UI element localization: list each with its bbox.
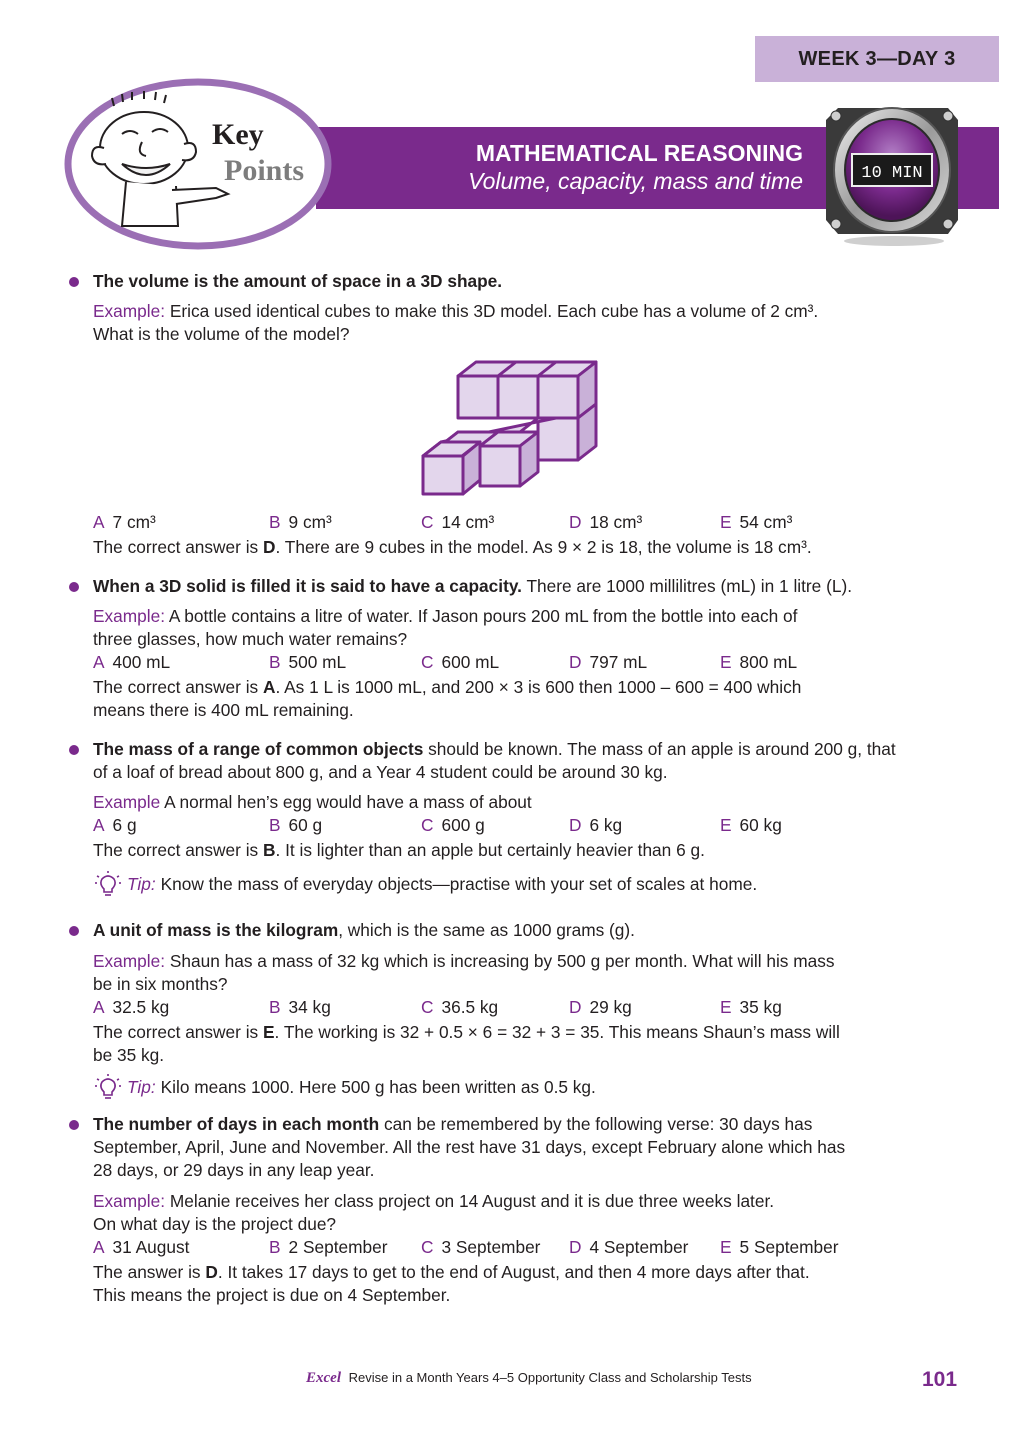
option-text: 18 cm³ — [589, 512, 643, 532]
key-point-kilogram — [93, 919, 963, 942]
option-text: 54 cm³ — [739, 512, 793, 532]
page-number: 101 — [922, 1368, 958, 1391]
key-points-word-points: Points — [224, 154, 305, 187]
answer-explanation-line2: be 35 kg. — [93, 1045, 165, 1065]
key-points-word-key: Key — [212, 118, 264, 151]
option-letter: A — [93, 815, 105, 835]
option-letter: C — [421, 652, 434, 672]
example-question: Erica used identical cubes to make this 3D model. Each cube has a volume of 2 cm³. — [165, 301, 819, 321]
key-point-heading: The mass of a range of common objects — [93, 739, 424, 759]
answer-explanation — [93, 1261, 963, 1284]
option-e — [720, 814, 782, 837]
example-text — [93, 791, 963, 814]
answer-explanation — [93, 676, 963, 699]
tip-text: Know the mass of everyday objects—practise with your set of scales at home. — [160, 873, 758, 894]
week-day-badge — [755, 36, 999, 82]
example-label: Example: — [93, 951, 166, 971]
option-text: 400 mL — [112, 652, 171, 672]
option-letter: B — [269, 1237, 281, 1257]
option-text: 60 kg — [739, 815, 782, 835]
timer-label: 10 MIN — [861, 164, 923, 183]
option-c — [421, 651, 499, 674]
option-b — [269, 511, 332, 534]
option-b — [269, 1236, 387, 1259]
section-subtitle: Volume, capacity, mass and time — [468, 168, 803, 194]
option-letter: B — [269, 815, 281, 835]
text-segment: should be known. The mass of an apple is around 200 g, that — [423, 739, 896, 759]
example-text — [93, 1190, 963, 1213]
example-text-line2: three glasses, how much water remains? — [93, 629, 408, 649]
text-segment: A normal hen’s egg would have a mass of about — [160, 792, 532, 812]
example-text — [93, 605, 963, 628]
key-point-volume — [93, 270, 963, 293]
option-letter: D — [569, 652, 582, 672]
option-text: 3 September — [441, 1237, 541, 1257]
answer-letter: E — [263, 1022, 275, 1042]
tip — [93, 1073, 596, 1101]
option-e — [720, 651, 797, 674]
option-a — [93, 511, 156, 534]
key-point-line2: September, April, June and November. All the rest have 31 days, except February alone which has — [93, 1137, 846, 1157]
option-a — [93, 651, 170, 674]
option-letter: C — [421, 997, 434, 1017]
option-text: 5 September — [739, 1237, 839, 1257]
example-text-line2: be in six months? — [93, 974, 228, 994]
tip-label: Tip: — [127, 1076, 156, 1097]
option-d — [569, 996, 632, 1019]
text-segment: . The working is 32 + 0.5 × 6 = 32 + 3 = 35. This means Shaun’s mass will — [274, 1022, 840, 1042]
key-point-heading: When a 3D solid is filled it is said to have a capacity. — [93, 576, 522, 596]
book-title: Revise in a Month Years 4–5 Opportunity Class and Scholarship Tests — [348, 1370, 752, 1385]
option-d — [569, 511, 642, 534]
answer-letter: D — [205, 1262, 218, 1282]
text-segment: The answer is — [93, 1262, 206, 1282]
text-segment: Shaun has a mass of 32 kg which is increasing by 500 g per month. What will his mass — [165, 951, 835, 971]
text-segment: The correct answer is — [93, 840, 263, 860]
key-point-line2: of a loaf of bread about 800 g, and a Year 4 student could be around 30 kg. — [93, 762, 668, 782]
option-text: 60 g — [288, 815, 323, 835]
text-segment: . It takes 17 days to get to the end of August, and then 4 more days after that. — [217, 1262, 810, 1282]
answer-letter: D — [263, 537, 276, 557]
page-footer — [306, 1370, 752, 1387]
option-d — [569, 651, 647, 674]
option-text: 797 mL — [589, 652, 648, 672]
example-text — [93, 950, 963, 973]
option-letter: D — [569, 512, 582, 532]
option-text: 7 cm³ — [112, 512, 156, 532]
text-segment: . There are 9 cubes in the model. As 9 × 2 is 18, the volume is 18 cm³. — [275, 537, 812, 557]
option-a — [93, 1236, 189, 1259]
option-letter: C — [421, 512, 434, 532]
section-title: MATHEMATICAL REASONING — [475, 140, 803, 166]
option-letter: A — [93, 512, 105, 532]
key-point-line3: 28 days, or 29 days in any leap year. — [93, 1160, 375, 1180]
answer-letter: B — [263, 840, 276, 860]
option-letter: B — [269, 512, 281, 532]
text-segment: Melanie receives her class project on 14 August and it is due three weeks later. — [165, 1191, 775, 1211]
option-letter: A — [93, 1237, 105, 1257]
answer-explanation — [93, 839, 963, 862]
option-text: 800 mL — [739, 652, 798, 672]
option-text: 6 g — [112, 815, 137, 835]
option-text: 29 kg — [589, 997, 632, 1017]
answer-explanation-line2: means there is 400 mL remaining. — [93, 700, 354, 720]
option-letter: A — [93, 997, 105, 1017]
option-letter: D — [569, 815, 582, 835]
week-day-label: WEEK 3—DAY 3 — [798, 47, 956, 70]
option-text: 35 kg — [739, 997, 782, 1017]
option-e — [720, 996, 782, 1019]
option-b — [269, 651, 346, 674]
tip — [93, 870, 757, 898]
example-label: Example — [93, 792, 161, 812]
option-letter: E — [720, 997, 732, 1017]
option-c — [421, 511, 494, 534]
option-letter: E — [720, 815, 732, 835]
cube-model-diagram — [418, 358, 603, 498]
option-letter: D — [569, 997, 582, 1017]
key-point-mass-common-objects — [93, 738, 963, 761]
tip-label: Tip: — [127, 873, 156, 894]
timer-10-min-icon — [820, 98, 965, 248]
answer-letter: A — [263, 677, 276, 697]
option-letter: E — [720, 652, 732, 672]
key-point-days-in-month — [93, 1113, 963, 1136]
lightbulb-icon — [93, 1073, 123, 1101]
key-point-heading: A unit of mass is the kilogram — [93, 920, 339, 940]
text-segment: . It is lighter than an apple but certainly heavier than 6 g. — [275, 840, 705, 860]
text-segment: . As 1 L is 1000 mL, and 200 × 3 is 600 then 1000 – 600 = 400 which — [275, 677, 802, 697]
option-text: 31 August — [112, 1237, 190, 1257]
example-label: Example: — [93, 301, 166, 321]
option-letter: B — [269, 652, 281, 672]
option-c — [421, 1236, 540, 1259]
option-text: 32.5 kg — [112, 997, 170, 1017]
option-e — [720, 1236, 838, 1259]
example-label: Example: — [93, 606, 166, 626]
text-segment: There are 1000 millilitres (mL) in 1 litre (L). — [521, 576, 853, 596]
example-text-line2: On what day is the project due? — [93, 1214, 337, 1234]
tip-text: Kilo means 1000. Here 500 g has been written as 0.5 kg. — [160, 1076, 596, 1097]
option-c — [421, 996, 498, 1019]
option-text: 34 kg — [288, 997, 331, 1017]
option-d — [569, 1236, 688, 1259]
option-text: 14 cm³ — [441, 512, 495, 532]
text-segment: The correct answer is — [93, 537, 263, 557]
text-segment: , which is the same as 1000 grams (g). — [338, 920, 635, 940]
option-letter: C — [421, 815, 434, 835]
option-b — [269, 814, 322, 837]
option-text: 36.5 kg — [441, 997, 499, 1017]
option-c — [421, 814, 485, 837]
option-d — [569, 814, 622, 837]
option-letter: B — [269, 997, 281, 1017]
answer-explanation-line2: This means the project is due on 4 September. — [93, 1285, 451, 1305]
option-e — [720, 511, 792, 534]
option-text: 2 September — [288, 1237, 388, 1257]
option-text: 6 kg — [589, 815, 623, 835]
bullet-icon — [69, 745, 79, 755]
option-letter: D — [569, 1237, 582, 1257]
text-segment: The correct answer is — [93, 1022, 263, 1042]
example-label: Example: — [93, 1191, 166, 1211]
option-a — [93, 996, 169, 1019]
text-segment: A bottle contains a litre of water. If Jason pours 200 mL from the bottle into each of — [165, 606, 798, 626]
cube-model — [423, 362, 596, 494]
lightbulb-icon — [93, 870, 123, 898]
option-text: 600 g — [441, 815, 485, 835]
bullet-icon — [69, 926, 79, 936]
option-text: 4 September — [589, 1237, 689, 1257]
bullet-icon — [69, 277, 79, 287]
text-segment: can be remembered by the following verse: 30 days has — [379, 1114, 813, 1134]
option-letter: E — [720, 1237, 732, 1257]
option-letter: C — [421, 1237, 434, 1257]
key-points-logo — [64, 78, 332, 250]
key-point-heading: The number of days in each month — [93, 1114, 380, 1134]
bullet-icon — [69, 1120, 79, 1130]
key-point-heading: The volume is the amount of space in a 3D shape. — [93, 271, 503, 291]
key-point-capacity — [93, 575, 963, 598]
text-segment: The correct answer is — [93, 677, 263, 697]
option-text: 600 mL — [441, 652, 500, 672]
bullet-icon — [69, 582, 79, 592]
publisher-brand: Excel — [306, 1370, 341, 1386]
option-text: 500 mL — [288, 652, 347, 672]
option-a — [93, 814, 137, 837]
answer-explanation — [93, 536, 963, 559]
option-letter: E — [720, 512, 732, 532]
option-letter: A — [93, 652, 105, 672]
option-text: 9 cm³ — [288, 512, 332, 532]
example-text-line2: What is the volume of the model? — [93, 324, 350, 344]
answer-explanation — [93, 1021, 963, 1044]
option-b — [269, 996, 331, 1019]
example-text — [93, 300, 963, 323]
